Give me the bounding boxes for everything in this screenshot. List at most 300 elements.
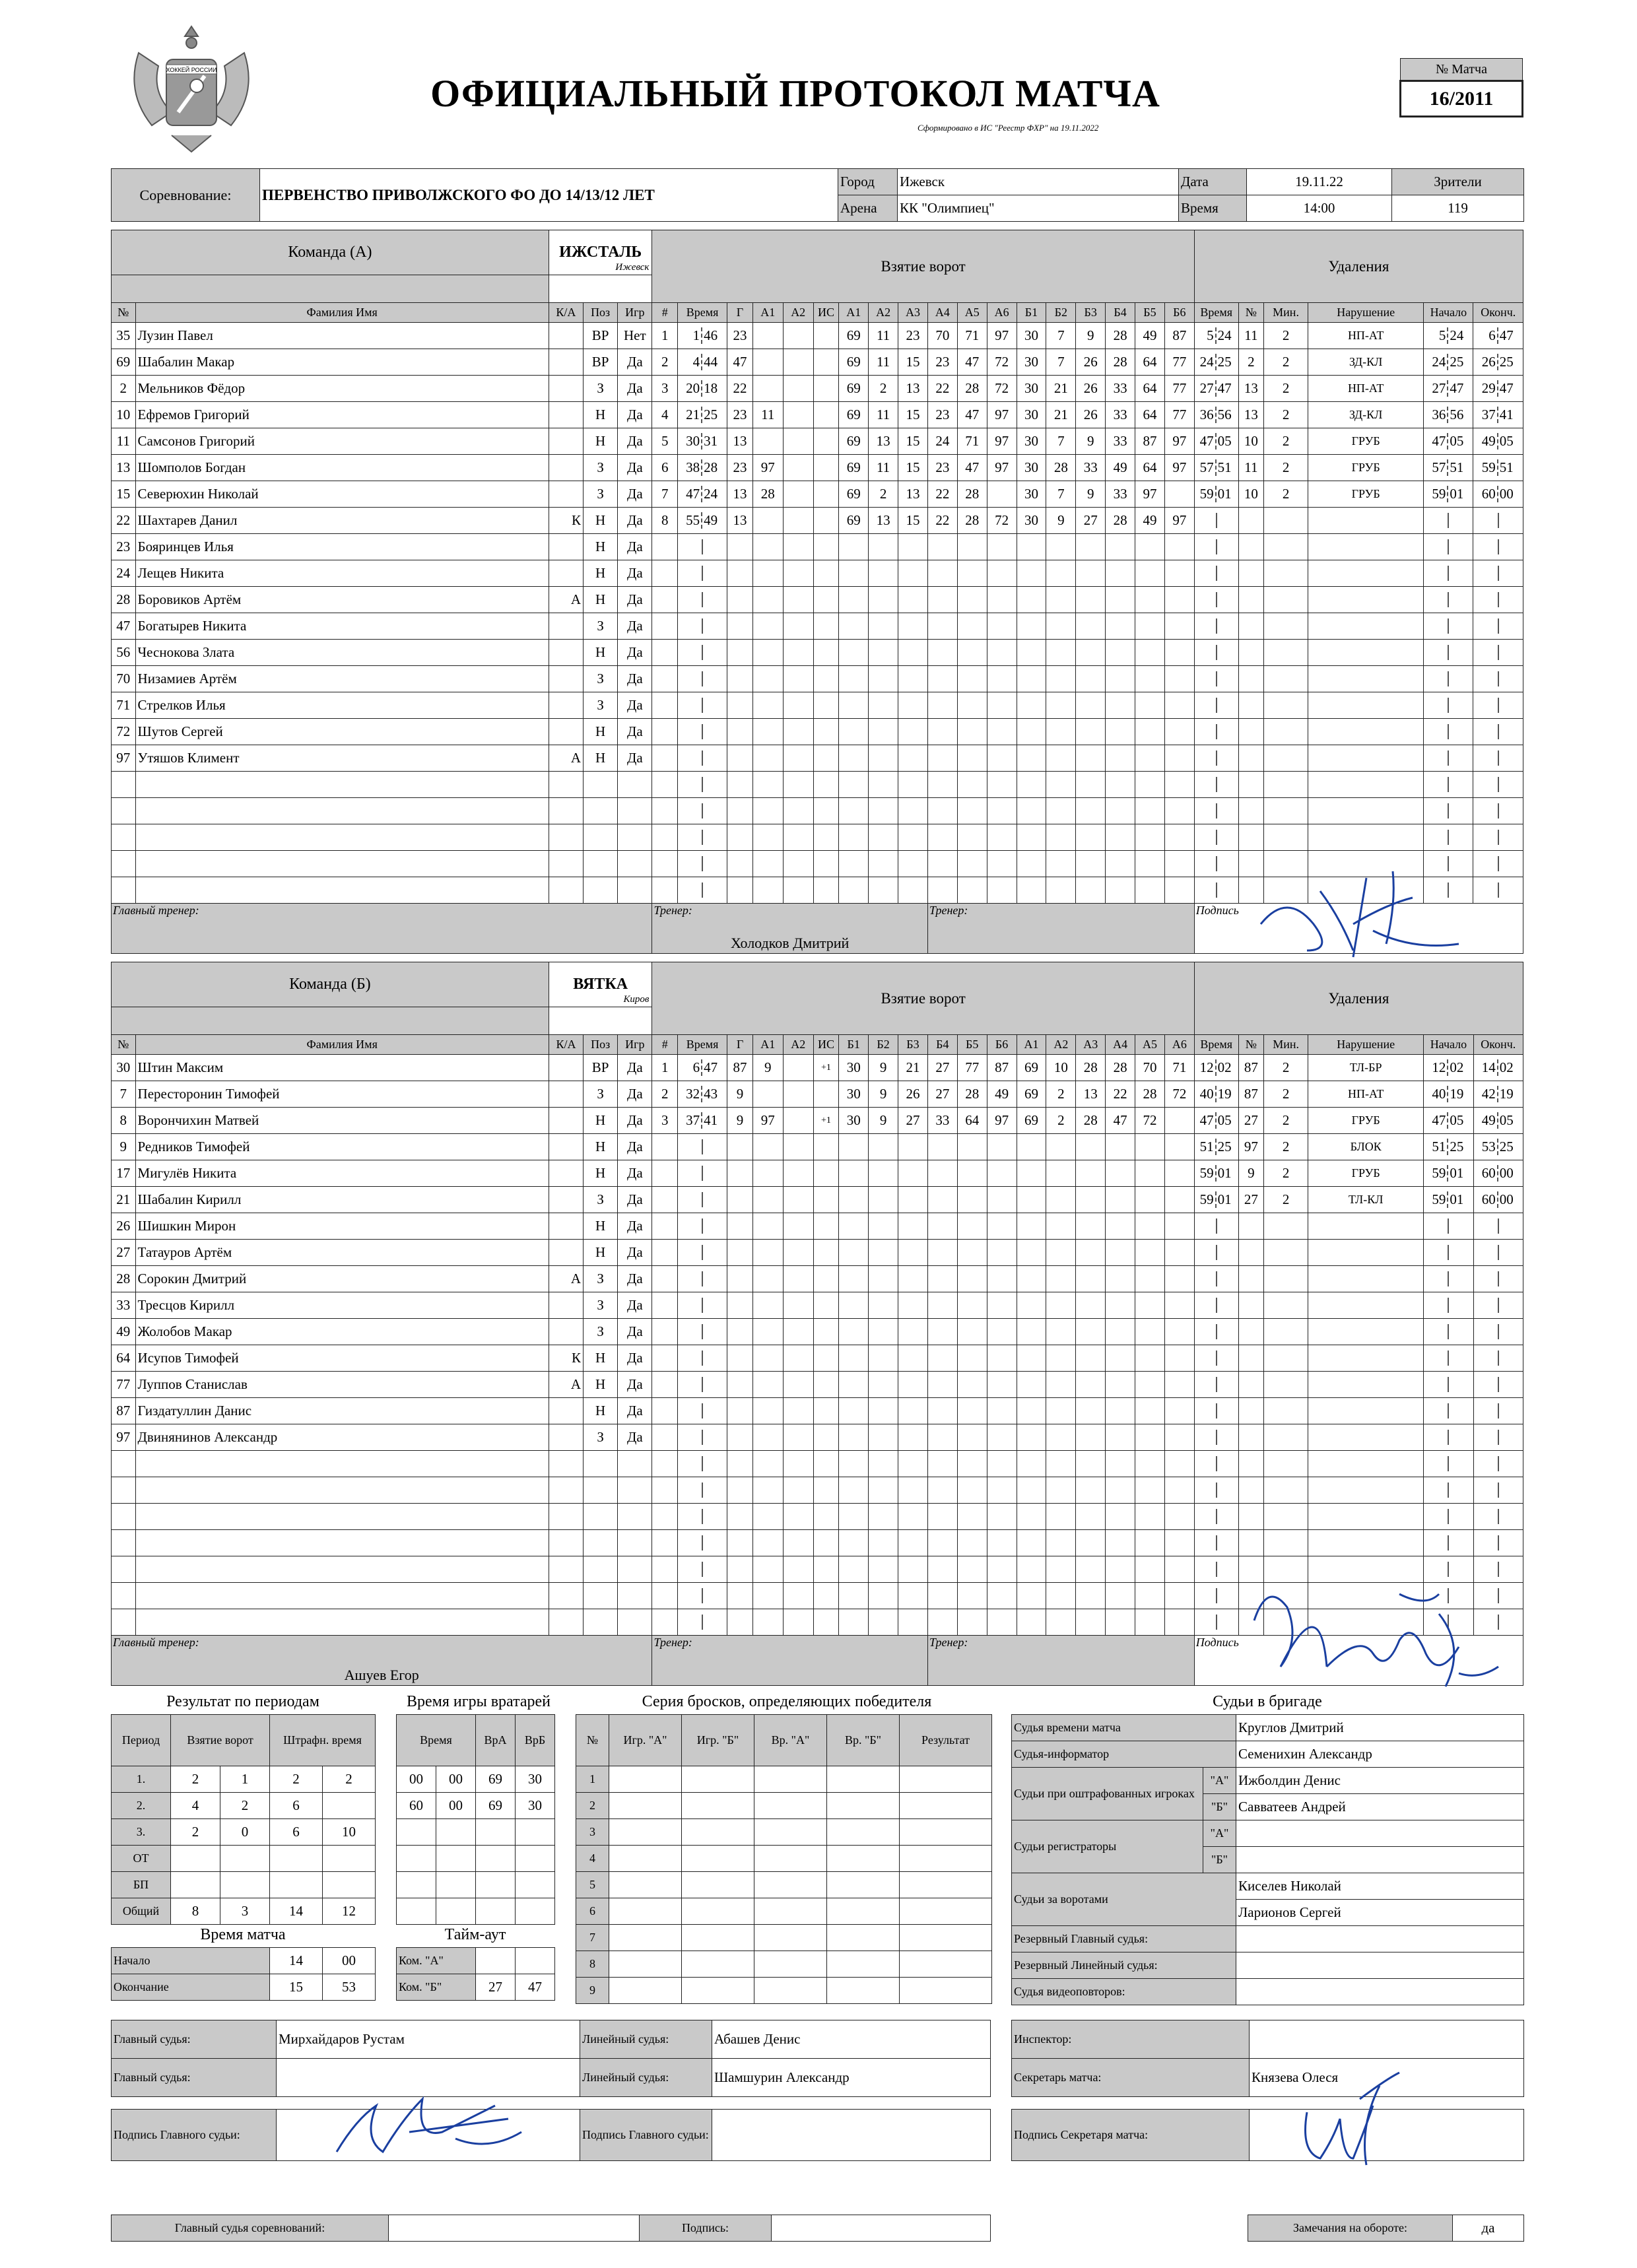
goal-cell — [752, 772, 783, 798]
player-plays — [618, 1477, 652, 1504]
goalie-cell: 00 — [436, 1766, 476, 1793]
goal-cell — [957, 666, 987, 692]
goal-cell — [783, 428, 813, 455]
shootout-cell — [900, 1978, 992, 2004]
goalie-row — [397, 1846, 555, 1872]
penalty-cell — [1473, 376, 1523, 402]
goal-col-header: А3 — [898, 303, 928, 323]
goal-cell — [813, 877, 839, 904]
penalty-time-part: 05 — [1499, 1112, 1514, 1128]
goalie-cell: 69 — [476, 1766, 516, 1793]
penalty-cell — [1194, 560, 1238, 587]
goal-cell — [1164, 481, 1194, 508]
player-name: Утяшов Климент — [135, 745, 549, 772]
player-number: 22 — [112, 508, 136, 534]
player-name: Северюхин Николай — [135, 481, 549, 508]
player-role — [549, 1398, 583, 1424]
goal-cell: 1 — [652, 1055, 678, 1081]
goal-cell — [652, 851, 678, 877]
goal-min: 1 — [683, 327, 702, 344]
goal-cell — [783, 534, 813, 560]
goal-cell — [652, 1266, 678, 1292]
registrars-label: Судьи регистраторы — [1012, 1820, 1203, 1873]
penalty-cell — [1194, 455, 1238, 481]
penalty-cell — [1473, 1292, 1523, 1319]
player-position — [584, 1530, 618, 1556]
player-col-header: Фамилия Имя — [135, 1035, 549, 1055]
goal-cell — [1017, 745, 1046, 772]
periods-col-penalty: Штрафн. время — [270, 1715, 376, 1766]
goal-cell — [1135, 1240, 1165, 1266]
goal-min: 30 — [683, 433, 702, 450]
goal-cell — [957, 1424, 987, 1451]
shootout-col-header: Результат — [900, 1715, 992, 1766]
goal-cell: 7 — [1046, 481, 1076, 508]
penalty-cell — [1264, 1504, 1308, 1530]
goal-cell: 28 — [957, 481, 987, 508]
goal-cell — [1046, 560, 1076, 587]
penalty-cell — [1264, 824, 1308, 851]
goal-cell — [752, 1609, 783, 1636]
goal-cell — [813, 798, 839, 824]
penalty-cell — [1473, 613, 1523, 640]
table-row — [112, 1556, 1523, 1583]
player-name — [135, 1477, 549, 1504]
goal-cell — [652, 1398, 678, 1424]
goal-cell — [1017, 719, 1046, 745]
penalty-time-part: 05 — [1450, 1112, 1464, 1128]
player-role — [549, 1583, 583, 1609]
goal-col-header: А2 — [1046, 1035, 1076, 1055]
goal-cell: 22 — [927, 481, 957, 508]
goal-cell — [1046, 824, 1076, 851]
goal-cell — [987, 824, 1017, 851]
shootout-cell — [900, 1951, 992, 1978]
main-referee-2 — [277, 2059, 580, 2097]
goal-cell — [813, 508, 839, 534]
goal-cell — [957, 1160, 987, 1187]
period-row — [112, 1793, 376, 1819]
goal-cell: 30 — [1017, 376, 1046, 402]
penalty-col-header: Время — [1194, 303, 1238, 323]
goal-cell: 72 — [987, 376, 1017, 402]
goal-cell: 71 — [957, 428, 987, 455]
penalty-cell: 2 — [1264, 1160, 1308, 1187]
shootout-cell — [754, 1846, 827, 1872]
player-number: 71 — [112, 692, 136, 719]
table-row — [112, 1609, 1523, 1636]
goal-cell — [1046, 1319, 1076, 1345]
coach-caption: Тренер: — [929, 1636, 968, 1649]
goal-cell — [957, 1451, 987, 1477]
player-position: З — [584, 1187, 618, 1213]
goal-cell — [987, 1319, 1017, 1345]
player-number — [112, 1583, 136, 1609]
goal-cell — [752, 1240, 783, 1266]
goal-cell — [813, 692, 839, 719]
goal-cell — [727, 1451, 753, 1477]
period-cell: 10 — [323, 1819, 376, 1846]
player-plays: Да — [618, 376, 652, 402]
goal-cell: 28 — [957, 1081, 987, 1108]
goal-cell — [1076, 613, 1106, 640]
table-row — [112, 1372, 1523, 1398]
goal-cell — [1106, 1451, 1135, 1477]
penalty-cell: 2 — [1264, 1081, 1308, 1108]
goal-sec: 31 — [704, 433, 718, 449]
player-plays: Да — [618, 1134, 652, 1160]
goal-min: 6 — [683, 1059, 702, 1076]
goal-cell — [927, 851, 957, 877]
penalty-cell — [1424, 402, 1473, 428]
penalty-cell — [1238, 1266, 1264, 1292]
goal-cell: 33 — [1106, 481, 1135, 508]
penalty-cell — [1264, 1266, 1308, 1292]
goal-sec: 43 — [704, 1086, 718, 1102]
player-name: Шишкин Мирон — [135, 1213, 549, 1240]
goal-cell: 28 — [1076, 1055, 1106, 1081]
timeout-table — [396, 1947, 555, 2001]
goal-cell — [987, 1530, 1017, 1556]
goal-cell — [652, 1451, 678, 1477]
penalty-cell — [1424, 508, 1473, 534]
goal-cell — [927, 1187, 957, 1213]
player-col-header: № — [112, 303, 136, 323]
goalies-title: Время игры вратарей — [407, 1693, 551, 1710]
periods-table — [111, 1714, 376, 1925]
player-role — [549, 719, 583, 745]
goal-cell — [1046, 1345, 1076, 1372]
goal-cell — [869, 692, 898, 719]
goal-cell: 69 — [839, 481, 869, 508]
match-end-m: 53 — [323, 1974, 376, 2001]
chief-referee-label: Главный судья соревнований: — [112, 2215, 389, 2242]
goal-cell — [1017, 692, 1046, 719]
player-name — [135, 1583, 549, 1609]
goal-cell: 26 — [1076, 376, 1106, 402]
head-coach-label — [112, 1636, 652, 1686]
goal-cell — [1076, 1160, 1106, 1187]
penalty-time-part: 19 — [1450, 1086, 1464, 1102]
goal-col-header: Б6 — [987, 1035, 1017, 1055]
goal-cell: 4 — [652, 402, 678, 428]
penalty-cell — [1308, 1609, 1423, 1636]
goal-cell — [783, 455, 813, 481]
player-position: Н — [584, 1213, 618, 1240]
penalty-time-part: 5 — [1428, 327, 1448, 344]
goal-col-header: А2 — [783, 303, 813, 323]
penalty-cell — [1194, 1556, 1238, 1583]
penalty-cell — [1308, 1319, 1423, 1345]
penalty-cell — [1194, 851, 1238, 877]
goal-cell — [927, 1292, 957, 1319]
shootout-cell — [900, 1925, 992, 1951]
goal-cell: 22 — [927, 508, 957, 534]
goal-cell — [927, 1424, 957, 1451]
goal-cell — [1076, 1266, 1106, 1292]
competition-name: ПЕРВЕНСТВО ПРИВОЛЖСКОГО ФО ДО 14/13/12 ЛЕТ — [260, 169, 838, 222]
goal-cell: 64 — [1135, 402, 1165, 428]
goal-cell — [1135, 1319, 1165, 1345]
goal-cell — [898, 1160, 928, 1187]
goal-cell — [1106, 534, 1135, 560]
penalty-cell — [1238, 824, 1264, 851]
penalty-cell: НП-АТ — [1308, 323, 1423, 349]
goal-cell — [783, 1187, 813, 1213]
goal-cell — [1164, 560, 1194, 587]
penalty-cell — [1473, 772, 1523, 798]
table-row — [112, 323, 1523, 349]
goal-col-header: # — [652, 303, 678, 323]
goal-cell — [1017, 1372, 1046, 1398]
goal-cell — [1046, 772, 1076, 798]
penalty-cell — [1424, 1266, 1473, 1292]
penalty-cell — [1424, 349, 1473, 376]
goal-cell — [1135, 1424, 1165, 1451]
penalty-col-header: Время — [1194, 1035, 1238, 1055]
penalty-cell — [1424, 560, 1473, 587]
player-role — [549, 1504, 583, 1530]
goal-cell — [1017, 1504, 1046, 1530]
video-judge — [1236, 1979, 1524, 2005]
goal-cell — [898, 1319, 928, 1345]
penalty-cell — [1264, 692, 1308, 719]
goal-cell — [957, 1345, 987, 1372]
goal-cell — [1164, 772, 1194, 798]
penalty-cell — [1473, 1477, 1523, 1504]
goal-cell: 30 — [839, 1108, 869, 1134]
goal-cell: 64 — [1135, 455, 1165, 481]
goal-cell — [727, 1240, 753, 1266]
player-name: Богатырев Никита — [135, 613, 549, 640]
goal-cell — [783, 560, 813, 587]
player-role — [549, 1213, 583, 1240]
goal-cell: 71 — [957, 323, 987, 349]
penalty-time-part: 27 — [1197, 380, 1217, 397]
coach-caption: Тренер: — [653, 1636, 692, 1649]
goal-cell — [1076, 772, 1106, 798]
shootout-number: 6 — [576, 1898, 609, 1925]
goal-cell: 28 — [957, 376, 987, 402]
goal-cell — [783, 1160, 813, 1187]
goal-cell — [752, 1530, 783, 1556]
goal-cell — [957, 798, 987, 824]
goal-cell: 24 — [927, 428, 957, 455]
match-number-label: № Матча — [1401, 59, 1523, 81]
penalty-cell — [1424, 692, 1473, 719]
goal-col-header: А5 — [957, 303, 987, 323]
penalty-cell — [1424, 666, 1473, 692]
penalty-time-part: 00 — [1499, 1191, 1514, 1207]
goal-cell: 69 — [839, 508, 869, 534]
goal-cell — [783, 1108, 813, 1134]
goal-cell — [1106, 560, 1135, 587]
penalty-cell — [1264, 666, 1308, 692]
shootout-cell — [754, 1766, 827, 1793]
goal-cell: 6 — [652, 455, 678, 481]
referees-table — [111, 2020, 991, 2097]
goal-cell — [1106, 851, 1135, 877]
shootout-cell — [682, 1819, 754, 1846]
player-position: Н — [584, 587, 618, 613]
match-number: 16/2011 — [1401, 81, 1523, 117]
goal-cell — [1164, 745, 1194, 772]
goal-cell — [957, 851, 987, 877]
goal-cell — [727, 1187, 753, 1213]
penalty-cell — [1264, 1424, 1308, 1451]
goal-cell — [1164, 1213, 1194, 1240]
goal-cell — [813, 1240, 839, 1266]
goal-cell — [678, 1160, 727, 1187]
goal-cell — [1046, 719, 1076, 745]
timeout-b-m: 27 — [476, 1974, 516, 2001]
goal-cell — [783, 613, 813, 640]
registrar-b — [1236, 1847, 1524, 1873]
goal-cell — [1135, 1372, 1165, 1398]
goal-cell — [783, 666, 813, 692]
goal-cell: 9 — [869, 1055, 898, 1081]
shootout-number: 3 — [576, 1819, 609, 1846]
goal-judge-1: Киселев Николай — [1236, 1873, 1524, 1900]
main-referee-signature — [277, 2110, 580, 2161]
penalty-cell — [1264, 1477, 1308, 1504]
goal-cell — [1017, 1292, 1046, 1319]
goal-cell — [1135, 1504, 1165, 1530]
goal-cell — [783, 1504, 813, 1530]
goal-cell — [678, 402, 727, 428]
penalty-cell — [1424, 376, 1473, 402]
goal-cell — [1076, 719, 1106, 745]
goal-cell: 30 — [1017, 455, 1046, 481]
penalty-cell — [1194, 1055, 1238, 1081]
penalty-cell — [1238, 772, 1264, 798]
goal-cell — [678, 1055, 727, 1081]
goal-cell — [898, 1187, 928, 1213]
goal-cell — [898, 640, 928, 666]
player-col-header: Поз — [584, 1035, 618, 1055]
table-row — [112, 1108, 1523, 1134]
goal-cell — [727, 1609, 753, 1636]
table-row — [112, 640, 1523, 666]
goal-cell — [869, 1319, 898, 1345]
goal-cell: 64 — [1135, 349, 1165, 376]
player-number: 64 — [112, 1345, 136, 1372]
player-name: Шабалин Макар — [135, 349, 549, 376]
goal-cell — [957, 1240, 987, 1266]
goal-cell — [987, 1134, 1017, 1160]
goal-cell — [678, 1134, 727, 1160]
goal-cell: 28 — [1106, 323, 1135, 349]
penalty-cell — [1264, 1609, 1308, 1636]
goal-cell — [1106, 1134, 1135, 1160]
goal-cell — [783, 772, 813, 798]
goal-cell — [839, 1160, 869, 1187]
shootout-number: 1 — [576, 1766, 609, 1793]
goal-cell — [727, 1530, 753, 1556]
goal-cell — [783, 1345, 813, 1372]
goal-cell — [898, 1451, 928, 1477]
goal-cell — [813, 1213, 839, 1240]
player-position: Н — [584, 1160, 618, 1187]
player-role — [549, 692, 583, 719]
penalty-cell — [1194, 1424, 1238, 1451]
goal-cell: 72 — [987, 349, 1017, 376]
penalty-cell — [1424, 1424, 1473, 1451]
penalty-time-part: 51 — [1499, 459, 1514, 475]
goalies-col-a: ВрА — [476, 1715, 516, 1766]
goal-cell — [1106, 1187, 1135, 1213]
period-cell: 6 — [270, 1819, 323, 1846]
goal-sec: 28 — [704, 459, 718, 475]
period-row — [112, 1898, 376, 1925]
period-cell: 1. — [112, 1766, 171, 1793]
goal-min: 38 — [683, 459, 702, 476]
penalty-cell — [1264, 640, 1308, 666]
goal-cell — [1164, 640, 1194, 666]
goal-cell: 28 — [1046, 455, 1076, 481]
shootout-cell — [754, 1925, 827, 1951]
player-name: Тресцов Кирилл — [135, 1292, 549, 1319]
player-role — [549, 1451, 583, 1477]
penalty-col-header: Оконч. — [1473, 1035, 1523, 1055]
penalty-time-part: 47 — [1197, 433, 1217, 450]
penalty-time-part: 12 — [1428, 1059, 1448, 1076]
period-row — [112, 1872, 376, 1898]
penalty-cell — [1238, 1372, 1264, 1398]
penalty-cell — [1473, 1504, 1523, 1530]
penalty-col-header: Мин. — [1264, 1035, 1308, 1055]
player-number — [112, 1477, 136, 1504]
goal-cell — [957, 1213, 987, 1240]
player-position: Н — [584, 508, 618, 534]
goal-cell — [898, 1609, 928, 1636]
time: 14:00 — [1247, 195, 1392, 222]
penalty-cell — [1308, 719, 1423, 745]
goal-cell — [1017, 640, 1046, 666]
goal-cell — [839, 1266, 869, 1292]
penalty-cell — [1473, 1424, 1523, 1451]
player-plays: Да — [618, 560, 652, 587]
goal-cell — [752, 1504, 783, 1530]
goal-cell — [727, 877, 753, 904]
goal-cell: 30 — [1017, 323, 1046, 349]
goal-cell — [927, 1451, 957, 1477]
goal-cell: 10 — [1046, 1055, 1076, 1081]
goal-cell — [1076, 692, 1106, 719]
goal-cell: 47 — [957, 349, 987, 376]
goalie-cell — [516, 1872, 555, 1898]
player-number — [112, 1451, 136, 1477]
goal-cell — [652, 640, 678, 666]
player-plays: Да — [618, 1372, 652, 1398]
goal-cell — [839, 1477, 869, 1504]
goal-cell — [987, 613, 1017, 640]
player-plays — [618, 1451, 652, 1477]
goal-cell — [752, 534, 783, 560]
penalty-time-part: 01 — [1450, 1165, 1464, 1181]
goal-cell — [1076, 1609, 1106, 1636]
goal-cell — [813, 745, 839, 772]
brigade-table — [1011, 1714, 1524, 2005]
player-position: З — [584, 481, 618, 508]
goal-cell — [652, 1424, 678, 1451]
penalty-cell — [1473, 587, 1523, 613]
goal-cell — [987, 1160, 1017, 1187]
goal-cell — [1135, 1213, 1165, 1240]
goal-cell — [752, 1372, 783, 1398]
goal-judges-label: Судьи за воротами — [1012, 1873, 1236, 1926]
goal-cell — [752, 1160, 783, 1187]
